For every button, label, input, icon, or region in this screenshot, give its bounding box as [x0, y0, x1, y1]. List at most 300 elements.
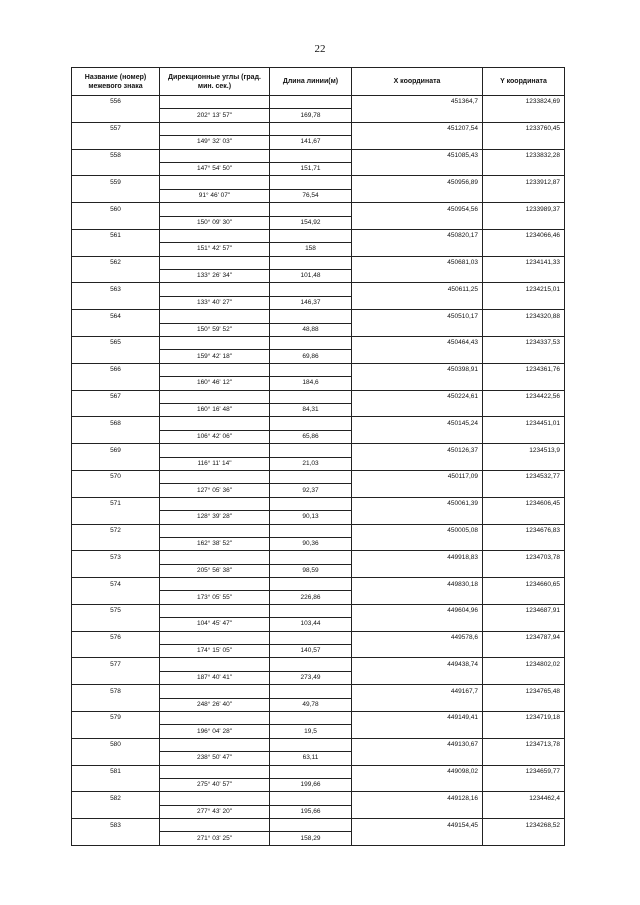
empty-cell — [72, 618, 160, 631]
line-length-cell: 103,44 — [270, 618, 352, 631]
direction-angle-cell: 127° 05' 36" — [160, 484, 270, 497]
line-length-cell: 226,86 — [270, 591, 352, 604]
table-row — [72, 176, 565, 189]
table-row — [72, 497, 565, 510]
empty-cell — [270, 524, 352, 537]
x-coordinate-cell: 451207,54 — [352, 122, 483, 135]
table-row — [72, 792, 565, 805]
direction-angle-cell: 150° 09' 30" — [160, 216, 270, 229]
y-coordinate-cell: 1234765,48 — [483, 685, 565, 698]
y-coordinate-cell: 1234787,94 — [483, 631, 565, 644]
empty-cell — [483, 564, 565, 577]
empty-cell — [270, 604, 352, 617]
direction-angle-cell: 248° 26' 40" — [160, 698, 270, 711]
empty-cell — [352, 162, 483, 175]
line-length-cell: 48,88 — [270, 323, 352, 336]
empty-cell — [160, 337, 270, 350]
empty-cell — [352, 350, 483, 363]
x-coordinate-cell: 449130,67 — [352, 738, 483, 751]
header-y: Y координата — [483, 68, 565, 96]
table-row — [72, 122, 565, 135]
empty-cell — [270, 96, 352, 109]
empty-cell — [160, 417, 270, 430]
table-row — [72, 109, 565, 122]
empty-cell — [483, 403, 565, 416]
empty-cell — [72, 805, 160, 818]
empty-cell — [160, 792, 270, 805]
table-row — [72, 162, 565, 175]
empty-cell — [270, 658, 352, 671]
direction-angle-cell: 196° 04' 28" — [160, 725, 270, 738]
empty-cell — [270, 685, 352, 698]
empty-cell — [160, 658, 270, 671]
point-name-cell: 560 — [72, 203, 160, 216]
y-coordinate-cell: 1234337,53 — [483, 337, 565, 350]
empty-cell — [483, 725, 565, 738]
direction-angle-cell: 104° 45' 47" — [160, 618, 270, 631]
table-row — [72, 96, 565, 109]
table-row — [72, 430, 565, 443]
table-row — [72, 457, 565, 470]
empty-cell — [483, 778, 565, 791]
table-row — [72, 738, 565, 751]
empty-cell — [160, 631, 270, 644]
empty-cell — [72, 350, 160, 363]
empty-cell — [72, 162, 160, 175]
table-row — [72, 363, 565, 376]
point-name-cell: 559 — [72, 176, 160, 189]
table-row — [72, 578, 565, 591]
empty-cell — [352, 698, 483, 711]
line-length-cell: 154,92 — [270, 216, 352, 229]
table-row — [72, 203, 565, 216]
point-name-cell: 571 — [72, 497, 160, 510]
table-row — [72, 403, 565, 416]
table-row — [72, 310, 565, 323]
y-coordinate-cell: 1234532,77 — [483, 470, 565, 483]
empty-cell — [160, 604, 270, 617]
point-name-cell: 575 — [72, 604, 160, 617]
table-row — [72, 765, 565, 778]
x-coordinate-cell: 450510,17 — [352, 310, 483, 323]
empty-cell — [483, 189, 565, 202]
line-length-cell: 140,57 — [270, 645, 352, 658]
table-row — [72, 631, 565, 644]
empty-cell — [72, 832, 160, 845]
empty-cell — [270, 738, 352, 751]
x-coordinate-cell: 450061,39 — [352, 497, 483, 510]
direction-angle-cell: 205° 56' 38" — [160, 564, 270, 577]
table-row — [72, 752, 565, 765]
line-length-cell: 90,36 — [270, 537, 352, 550]
point-name-cell: 578 — [72, 685, 160, 698]
table-row — [72, 671, 565, 684]
empty-cell — [270, 176, 352, 189]
y-coordinate-cell: 1234066,46 — [483, 229, 565, 242]
empty-cell — [270, 256, 352, 269]
empty-cell — [483, 430, 565, 443]
point-name-cell: 569 — [72, 444, 160, 457]
empty-cell — [72, 136, 160, 149]
table-row — [72, 524, 565, 537]
direction-angle-cell: 162° 38' 52" — [160, 537, 270, 550]
direction-angle-cell: 202° 13' 57" — [160, 109, 270, 122]
table-header-row — [72, 68, 565, 96]
empty-cell — [483, 698, 565, 711]
empty-cell — [270, 578, 352, 591]
empty-cell — [352, 243, 483, 256]
empty-cell — [352, 323, 483, 336]
header-name: Название (номер) межевого знака — [72, 68, 160, 96]
line-length-cell: 141,67 — [270, 136, 352, 149]
empty-cell — [483, 645, 565, 658]
table-row — [72, 805, 565, 818]
table-row — [72, 618, 565, 631]
direction-angle-cell: 133° 40' 27" — [160, 296, 270, 309]
empty-cell — [270, 149, 352, 162]
empty-cell — [160, 310, 270, 323]
x-coordinate-cell: 450820,17 — [352, 229, 483, 242]
empty-cell — [483, 162, 565, 175]
empty-cell — [352, 778, 483, 791]
empty-cell — [72, 698, 160, 711]
header-length: Длина линии(м) — [270, 68, 352, 96]
y-coordinate-cell: 1234713,78 — [483, 738, 565, 751]
page-number: 22 — [314, 43, 326, 55]
empty-cell — [270, 765, 352, 778]
point-name-cell: 558 — [72, 149, 160, 162]
empty-cell — [72, 511, 160, 524]
table-row — [72, 270, 565, 283]
empty-cell — [72, 296, 160, 309]
table-row — [72, 551, 565, 564]
y-coordinate-cell: 1233832,28 — [483, 149, 565, 162]
empty-cell — [352, 270, 483, 283]
direction-angle-cell: 187° 40' 41" — [160, 671, 270, 684]
empty-cell — [483, 832, 565, 845]
empty-cell — [160, 711, 270, 724]
line-length-cell: 273,49 — [270, 671, 352, 684]
table-row — [72, 819, 565, 832]
y-coordinate-cell: 1234719,18 — [483, 711, 565, 724]
empty-cell — [352, 564, 483, 577]
line-length-cell: 158 — [270, 243, 352, 256]
empty-cell — [160, 470, 270, 483]
empty-cell — [483, 591, 565, 604]
line-length-cell: 158,29 — [270, 832, 352, 845]
empty-cell — [483, 350, 565, 363]
empty-cell — [160, 229, 270, 242]
x-coordinate-cell: 450224,61 — [352, 390, 483, 403]
empty-cell — [270, 444, 352, 457]
empty-cell — [352, 645, 483, 658]
x-coordinate-cell: 450681,03 — [352, 256, 483, 269]
empty-cell — [352, 725, 483, 738]
empty-cell — [352, 484, 483, 497]
direction-angle-cell: 116° 11' 14" — [160, 457, 270, 470]
empty-cell — [160, 390, 270, 403]
empty-cell — [483, 537, 565, 550]
point-name-cell: 580 — [72, 738, 160, 751]
empty-cell — [72, 671, 160, 684]
empty-cell — [483, 511, 565, 524]
empty-cell — [72, 216, 160, 229]
line-length-cell: 184,6 — [270, 377, 352, 390]
empty-cell — [160, 149, 270, 162]
empty-cell — [483, 296, 565, 309]
empty-cell — [483, 805, 565, 818]
x-coordinate-cell: 449918,83 — [352, 551, 483, 564]
y-coordinate-cell: 1234462,4 — [483, 792, 565, 805]
empty-cell — [160, 122, 270, 135]
header-angle: Дирекционные углы (град. мин. сек.) — [160, 68, 270, 96]
empty-cell — [352, 430, 483, 443]
point-name-cell: 574 — [72, 578, 160, 591]
line-length-cell: 90,13 — [270, 511, 352, 524]
empty-cell — [352, 296, 483, 309]
empty-cell — [270, 631, 352, 644]
point-name-cell: 565 — [72, 337, 160, 350]
direction-angle-cell: 151° 42' 57" — [160, 243, 270, 256]
point-name-cell: 561 — [72, 229, 160, 242]
point-name-cell: 567 — [72, 390, 160, 403]
line-length-cell: 146,37 — [270, 296, 352, 309]
empty-cell — [270, 229, 352, 242]
table-row — [72, 685, 565, 698]
table-row — [72, 216, 565, 229]
table-row — [72, 390, 565, 403]
line-length-cell: 101,48 — [270, 270, 352, 283]
direction-angle-cell: 106° 42' 06" — [160, 430, 270, 443]
line-length-cell: 199,66 — [270, 778, 352, 791]
empty-cell — [483, 671, 565, 684]
y-coordinate-cell: 1234320,88 — [483, 310, 565, 323]
empty-cell — [72, 484, 160, 497]
y-coordinate-cell: 1234422,56 — [483, 390, 565, 403]
empty-cell — [352, 618, 483, 631]
line-length-cell: 65,86 — [270, 430, 352, 443]
empty-cell — [270, 363, 352, 376]
table-row — [72, 323, 565, 336]
y-coordinate-cell: 1233989,37 — [483, 203, 565, 216]
empty-cell — [352, 136, 483, 149]
point-name-cell: 556 — [72, 96, 160, 109]
empty-cell — [352, 537, 483, 550]
point-name-cell: 573 — [72, 551, 160, 564]
y-coordinate-cell: 1234451,01 — [483, 417, 565, 430]
empty-cell — [352, 671, 483, 684]
empty-cell — [72, 109, 160, 122]
point-name-cell: 562 — [72, 256, 160, 269]
empty-cell — [483, 377, 565, 390]
direction-angle-cell: 174° 15' 05" — [160, 645, 270, 658]
empty-cell — [352, 591, 483, 604]
x-coordinate-cell: 451364,7 — [352, 96, 483, 109]
direction-angle-cell: 91° 46' 07" — [160, 189, 270, 202]
point-name-cell: 579 — [72, 711, 160, 724]
empty-cell — [483, 136, 565, 149]
table-row — [72, 350, 565, 363]
header-x: X координата — [352, 68, 483, 96]
empty-cell — [270, 711, 352, 724]
empty-cell — [270, 417, 352, 430]
empty-cell — [352, 216, 483, 229]
empty-cell — [160, 176, 270, 189]
table-row — [72, 337, 565, 350]
empty-cell — [270, 310, 352, 323]
table-row — [72, 537, 565, 550]
empty-cell — [72, 752, 160, 765]
table-row — [72, 484, 565, 497]
table-row — [72, 296, 565, 309]
x-coordinate-cell: 450145,24 — [352, 417, 483, 430]
point-name-cell: 570 — [72, 470, 160, 483]
direction-angle-cell: 133° 26' 34" — [160, 270, 270, 283]
table-row — [72, 377, 565, 390]
empty-cell — [352, 457, 483, 470]
direction-angle-cell: 150° 59' 52" — [160, 323, 270, 336]
table-row — [72, 711, 565, 724]
table-row — [72, 149, 565, 162]
direction-angle-cell: 173° 05' 55" — [160, 591, 270, 604]
y-coordinate-cell: 1233912,87 — [483, 176, 565, 189]
point-name-cell: 583 — [72, 819, 160, 832]
y-coordinate-cell: 1234659,77 — [483, 765, 565, 778]
empty-cell — [483, 216, 565, 229]
empty-cell — [352, 403, 483, 416]
table-row — [72, 698, 565, 711]
table-row — [72, 591, 565, 604]
direction-angle-cell: 159° 42' 18" — [160, 350, 270, 363]
x-coordinate-cell: 449578,6 — [352, 631, 483, 644]
y-coordinate-cell: 1234687,91 — [483, 604, 565, 617]
empty-cell — [270, 337, 352, 350]
empty-cell — [160, 96, 270, 109]
empty-cell — [270, 122, 352, 135]
empty-cell — [160, 578, 270, 591]
direction-angle-cell: 271° 03' 25" — [160, 832, 270, 845]
empty-cell — [352, 189, 483, 202]
table-row — [72, 470, 565, 483]
direction-angle-cell: 277° 43' 20" — [160, 805, 270, 818]
table-row — [72, 243, 565, 256]
empty-cell — [72, 725, 160, 738]
table-row — [72, 645, 565, 658]
empty-cell — [72, 403, 160, 416]
x-coordinate-cell: 450956,89 — [352, 176, 483, 189]
x-coordinate-cell: 449128,16 — [352, 792, 483, 805]
empty-cell — [72, 537, 160, 550]
line-length-cell: 84,31 — [270, 403, 352, 416]
direction-angle-cell: 238° 50' 47" — [160, 752, 270, 765]
x-coordinate-cell: 450464,43 — [352, 337, 483, 350]
point-name-cell: 572 — [72, 524, 160, 537]
empty-cell — [160, 497, 270, 510]
table-row — [72, 778, 565, 791]
x-coordinate-cell: 449167,7 — [352, 685, 483, 698]
table-row — [72, 725, 565, 738]
x-coordinate-cell: 449098,02 — [352, 765, 483, 778]
table-row — [72, 604, 565, 617]
table-row — [72, 511, 565, 524]
empty-cell — [72, 645, 160, 658]
point-name-cell: 566 — [72, 363, 160, 376]
x-coordinate-cell: 449604,96 — [352, 604, 483, 617]
y-coordinate-cell: 1233824,69 — [483, 96, 565, 109]
x-coordinate-cell: 450005,08 — [352, 524, 483, 537]
y-coordinate-cell: 1234802,02 — [483, 658, 565, 671]
empty-cell — [352, 511, 483, 524]
x-coordinate-cell: 449154,45 — [352, 819, 483, 832]
empty-cell — [483, 270, 565, 283]
empty-cell — [72, 323, 160, 336]
empty-cell — [160, 551, 270, 564]
table-row — [72, 564, 565, 577]
y-coordinate-cell: 1234361,76 — [483, 363, 565, 376]
x-coordinate-cell: 449830,18 — [352, 578, 483, 591]
empty-cell — [72, 564, 160, 577]
y-coordinate-cell: 1234141,33 — [483, 256, 565, 269]
empty-cell — [72, 457, 160, 470]
line-length-cell: 21,03 — [270, 457, 352, 470]
x-coordinate-cell: 450611,25 — [352, 283, 483, 296]
empty-cell — [160, 765, 270, 778]
line-length-cell: 19,5 — [270, 725, 352, 738]
direction-angle-cell: 275° 40' 57" — [160, 778, 270, 791]
empty-cell — [72, 189, 160, 202]
empty-cell — [160, 363, 270, 376]
line-length-cell: 195,66 — [270, 805, 352, 818]
point-name-cell: 557 — [72, 122, 160, 135]
table-row — [72, 444, 565, 457]
empty-cell — [160, 444, 270, 457]
empty-cell — [72, 430, 160, 443]
empty-cell — [160, 283, 270, 296]
empty-cell — [483, 484, 565, 497]
empty-cell — [160, 524, 270, 537]
x-coordinate-cell: 450398,91 — [352, 363, 483, 376]
y-coordinate-cell: 1234703,78 — [483, 551, 565, 564]
line-length-cell: 92,37 — [270, 484, 352, 497]
point-name-cell: 563 — [72, 283, 160, 296]
empty-cell — [483, 243, 565, 256]
point-name-cell: 577 — [72, 658, 160, 671]
empty-cell — [483, 752, 565, 765]
x-coordinate-cell: 451085,43 — [352, 149, 483, 162]
direction-angle-cell: 149° 32' 03" — [160, 136, 270, 149]
empty-cell — [352, 752, 483, 765]
point-name-cell: 564 — [72, 310, 160, 323]
y-coordinate-cell: 1234513,9 — [483, 444, 565, 457]
y-coordinate-cell: 1234215,01 — [483, 283, 565, 296]
line-length-cell: 63,11 — [270, 752, 352, 765]
empty-cell — [160, 819, 270, 832]
x-coordinate-cell: 450117,09 — [352, 470, 483, 483]
point-name-cell: 576 — [72, 631, 160, 644]
table-row — [72, 417, 565, 430]
table-body — [72, 96, 565, 846]
empty-cell — [352, 109, 483, 122]
empty-cell — [270, 390, 352, 403]
y-coordinate-cell: 1234676,83 — [483, 524, 565, 537]
empty-cell — [270, 497, 352, 510]
empty-cell — [160, 738, 270, 751]
x-coordinate-cell: 450954,56 — [352, 203, 483, 216]
line-length-cell: 76,54 — [270, 189, 352, 202]
table-row — [72, 658, 565, 671]
table-row — [72, 283, 565, 296]
empty-cell — [483, 457, 565, 470]
